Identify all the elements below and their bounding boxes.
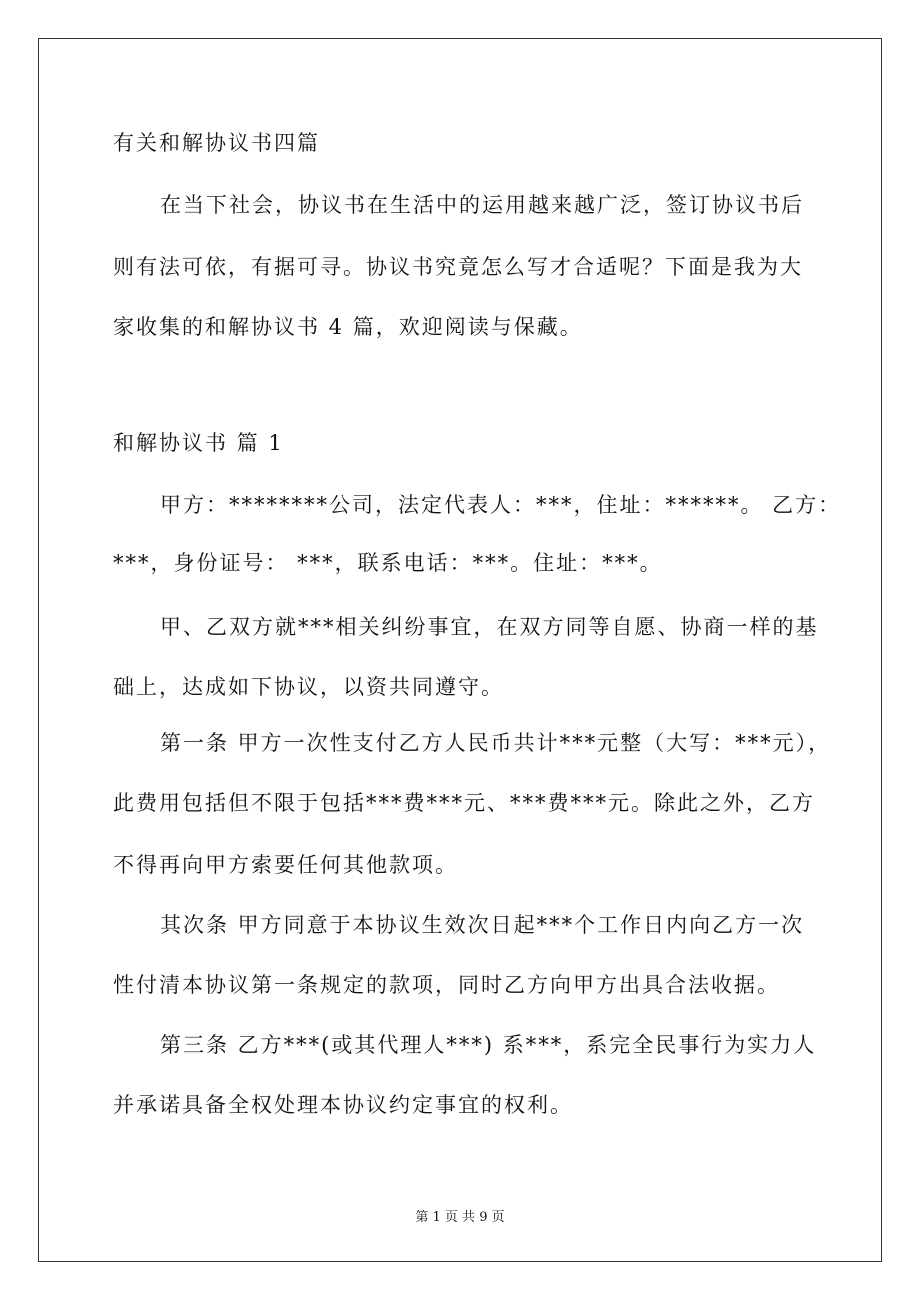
paragraph-line: 甲、乙双方就***相关纠纷事宜，在双方同等自愿、协商一样的基 [160, 615, 819, 639]
page-border [38, 38, 882, 1262]
paragraph-line: 不得再向甲方索要任何其他款项。 [113, 853, 458, 877]
section-title: 和解协议书 篇 1 [113, 431, 284, 455]
paragraph-line: 并承诺具备全权处理本协议约定事宜的权利。 [113, 1093, 573, 1117]
paragraph-line: 第三条 乙方***(或其代理人***) 系***，系完全民事行为实力人 [160, 1033, 817, 1057]
intro-line: 家收集的和解协议书 4 篇，欢迎阅读与保藏。 [113, 315, 583, 339]
paragraph-line: 甲方：********公司，法定代表人：***，住址：******。 乙方： [160, 493, 842, 517]
paragraph-line: 础上，达成如下协议，以资共同遵守。 [113, 675, 504, 699]
paragraph-line: 第一条 甲方一次性支付乙方人民币共计***元整（大写：***元）， [160, 731, 832, 755]
paragraph-line: ***，身份证号： ***，联系电话：***。住址：***。 [113, 551, 663, 575]
paragraph-line: 性付清本协议第一条规定的款项，同时乙方向甲方出具合法收据。 [113, 973, 780, 997]
intro-line: 则有法可依，有据可寻。协议书究竟怎么写才合适呢？下面是我为大 [113, 255, 803, 279]
paragraph-line: 其次条 甲方同意于本协议生效次日起***个工作日内向乙方一次 [160, 913, 805, 937]
page-footer: 第 1 页 共 9 页 [415, 1210, 505, 1225]
paragraph-line: 此费用包括但不限于包括***费***元、***费***元。除此之外，乙方 [113, 791, 815, 815]
document-title: 有关和解协议书四篇 [113, 131, 320, 155]
intro-line: 在当下社会，协议书在生活中的运用越来越广泛，签订协议书后 [160, 193, 804, 217]
